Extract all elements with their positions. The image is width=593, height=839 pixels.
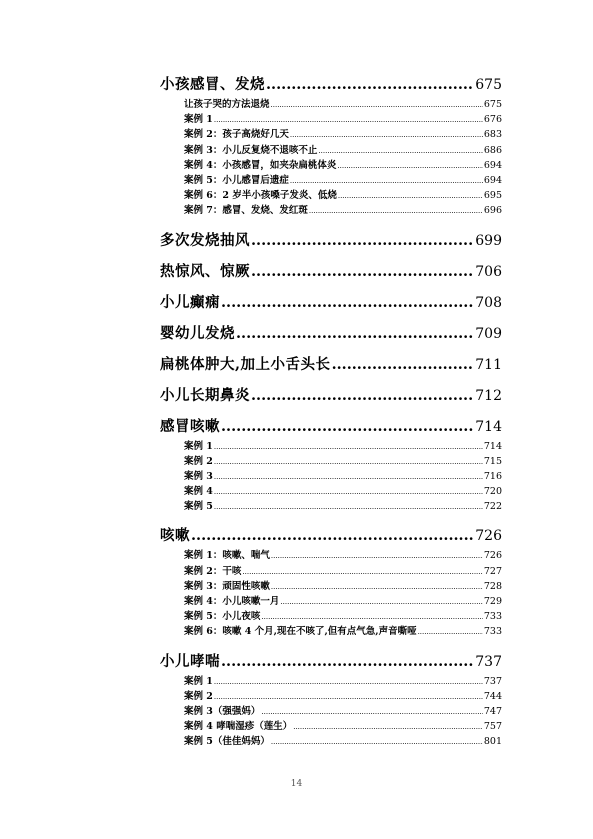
toc-subentry-list [160,97,502,219]
toc-section-title: 咳嗽 [160,527,190,545]
dot-leader [214,470,483,485]
dot-leader [290,128,483,143]
toc-section-title: 小儿长期鼻炎 [160,386,250,404]
toc-subentry-title: 案例 4：小孩感冒，如夹杂扁桃体炎 [184,159,337,171]
toc-subentry-list [160,674,502,750]
dot-leader [290,174,483,189]
toc-section-title: 小儿哮喘 [160,652,220,670]
toc-subentry[interactable] [184,158,502,173]
toc-subentry-page: 744 [483,690,502,702]
toc-subentry-title: 案例 5：小儿感冒后遗症 [184,174,289,186]
dot-leader [266,74,474,96]
toc-subentry[interactable] [184,469,502,484]
dot-leader [261,705,482,720]
dot-leader [271,580,483,595]
toc-subentry[interactable] [184,112,502,127]
toc-section-title: 扁桃体肿大,加上小舌头长 [160,355,331,373]
dot-leader [337,159,482,174]
toc-subentry-title: 案例 1 [184,114,213,126]
toc-section-entry[interactable] [160,230,502,261]
toc-subentry-page: 747 [483,705,502,717]
toc-section-page: 726 [475,528,502,545]
dot-leader [280,595,482,610]
toc-subentry-title: 案例 3 [184,470,213,482]
dot-leader [221,651,474,673]
dot-leader [261,610,482,625]
dot-leader [271,98,483,113]
dot-leader [214,485,483,500]
toc-subentry[interactable] [184,624,502,639]
toc-subentry-title: 案例 1 [184,675,213,687]
toc-subentry[interactable] [184,454,502,469]
toc-subentry-page: 726 [483,550,502,562]
toc-subentry-page: 733 [483,626,502,638]
dot-leader [318,144,482,159]
toc-subentry-title: 案例 2：干咳 [184,565,242,577]
toc-subentry-title: 让孩子哭的方法退烧 [184,99,270,110]
toc-subentry-page: 686 [483,144,502,156]
toc-subentry-title: 案例 3：小儿反复烧不退咳不止 [184,144,318,156]
toc-section-page: 714 [475,418,502,435]
dot-leader [221,416,474,438]
dot-leader [214,690,483,705]
dot-leader [236,323,474,345]
dot-leader [309,204,483,219]
toc-section-title: 热惊风、惊厥 [160,262,250,280]
toc-subentry-page: 729 [483,596,502,607]
toc-subentry-title: 案例 3（强强妈） [184,705,261,717]
toc-section-entry[interactable] [160,292,502,323]
dot-leader [214,455,483,470]
toc-subentry[interactable] [184,548,502,563]
toc-subentry[interactable] [184,689,502,704]
dot-leader [214,500,483,515]
dot-leader [418,625,483,640]
toc-section-title: 感冒咳嗽 [160,417,220,435]
toc-subentry-title: 案例 2：孩子高烧好几天 [184,129,289,141]
dot-leader [271,549,483,564]
toc-subentry-title: 案例 4：小儿咳嗽一月 [184,596,280,607]
dot-leader [251,230,474,252]
dot-leader [191,525,474,547]
toc-subentry-page: 683 [483,129,502,141]
toc-subentry-page: 715 [483,455,502,467]
dot-leader [332,354,475,376]
toc-subentry-page: 676 [483,114,502,126]
toc-subentry-page: 694 [483,159,502,171]
toc-subentry[interactable] [184,188,502,203]
toc-subentry[interactable] [184,609,502,624]
dot-leader [214,113,483,128]
page-number: 14 [290,779,303,789]
dot-leader [251,261,474,283]
toc-subentry-page: 728 [483,580,502,592]
toc-subentry-title: 案例 5 [184,501,213,513]
toc-subentry[interactable] [184,674,502,689]
toc-subentry[interactable] [184,704,502,719]
toc-subentry[interactable] [184,734,502,749]
toc-subentry[interactable] [184,484,502,499]
dot-leader [242,565,482,580]
toc-subentry-list [160,439,502,515]
toc-subentry-page: 675 [483,99,502,110]
toc-subentry-page: 696 [483,205,502,217]
toc-subentry[interactable] [184,719,502,734]
toc-section-page: 712 [475,387,502,404]
toc-subentry[interactable] [184,173,502,188]
toc-subentry-page: 694 [483,174,502,186]
toc-section-title: 婴幼儿发烧 [160,324,235,342]
toc-subentry-title: 案例 1：咳嗽、喘气 [184,550,270,562]
toc-subentry[interactable] [184,127,502,142]
toc-subentry[interactable] [184,97,502,112]
toc-section-title: 小孩感冒、发烧 [160,76,265,93]
toc-subentry-title: 案例 6：2 岁半小孩嗓子发炎、低烧 [184,190,337,202]
toc-subentry-page: 727 [483,565,502,577]
toc-section-entry[interactable] [160,354,502,385]
toc-section-page: 737 [475,653,502,670]
table-of-contents [160,74,502,761]
toc-subentry-title: 案例 2 [184,455,213,467]
toc-subentry-list [160,548,502,639]
toc-subentry-page: 801 [483,736,502,748]
toc-section-page: 706 [475,263,502,280]
toc-subentry-page: 722 [483,501,502,513]
toc-section-entry[interactable] [160,385,502,416]
toc-subentry-page: 716 [483,470,502,482]
toc-subentry-title: 案例 7：感冒、发烧、发红斑 [184,205,308,217]
toc-subentry-title: 案例 2 [184,690,213,702]
toc-subentry-page: 720 [483,486,502,498]
dot-leader [221,292,474,314]
toc-subentry[interactable] [184,564,502,579]
toc-subentry-title: 案例 5：小儿夜咳 [184,611,261,623]
toc-section-page: 699 [475,232,502,249]
toc-section-title: 多次发烧抽风 [160,231,250,249]
toc-subentry-page: 757 [483,721,502,733]
toc-section-page: 675 [475,77,502,93]
toc-subentry-title: 案例 4 哮喘湿疹（莲生） [184,721,293,733]
toc-subentry-title: 案例 3：顽固性咳嗽 [184,580,270,592]
toc-section-entry[interactable] [160,323,502,354]
dot-leader [214,675,483,690]
dot-leader [271,735,483,750]
toc-section-title: 小儿癫痫 [160,293,220,311]
toc-subentry[interactable] [184,143,502,158]
toc-section-page: 708 [475,294,502,311]
dot-leader [251,385,474,407]
dot-leader [293,720,483,735]
toc-subentry-title: 案例 5（佳佳妈妈） [184,736,270,748]
toc-subentry-title: 案例 4 [184,486,213,498]
toc-subentry-page: 714 [483,440,502,452]
toc-section-page: 711 [475,356,502,373]
toc-section-page: 709 [475,325,502,342]
toc-subentry-page: 737 [483,675,502,687]
toc-subentry-page: 695 [483,190,502,202]
toc-subentry[interactable] [184,439,502,454]
toc-subentry-title: 案例 1 [184,440,213,452]
toc-subentry[interactable] [184,499,502,514]
toc-subentry-page: 733 [483,611,502,623]
toc-subentry-title: 案例 6：咳嗽 4 个月,现在不咳了,但有点气急,声音嘶哑 [184,626,417,638]
dot-leader [338,189,483,204]
toc-subentry[interactable] [184,594,502,609]
toc-section-entry[interactable] [160,261,502,292]
toc-subentry[interactable] [184,579,502,594]
toc-subentry[interactable] [184,203,502,218]
dot-leader [214,440,483,455]
